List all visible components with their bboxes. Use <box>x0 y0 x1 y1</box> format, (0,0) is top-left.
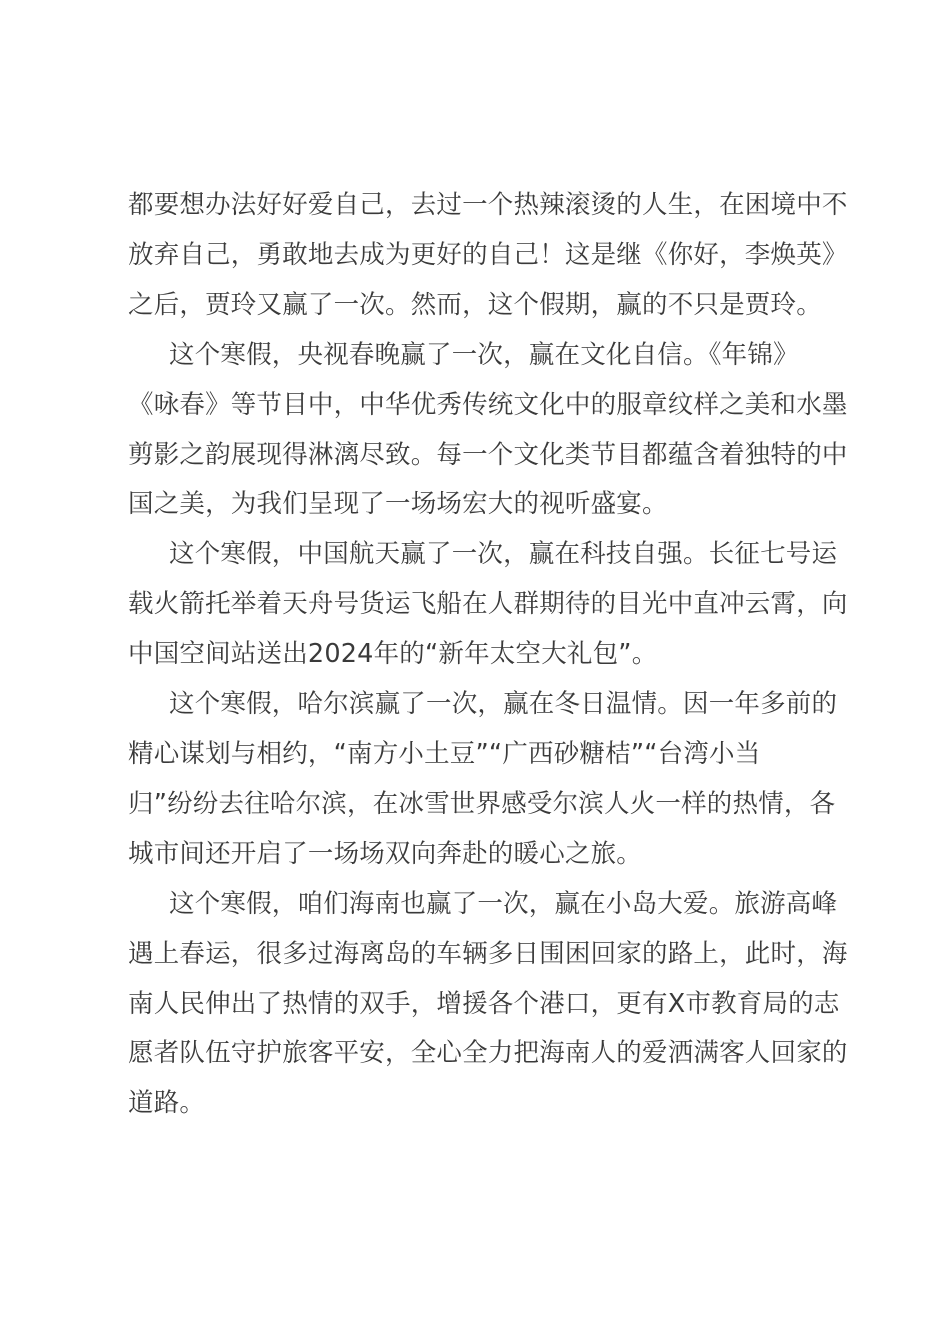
text-line: 愿者队伍守护旅客平安，全心全力把海南人的爱洒满客人回家的 <box>128 1038 848 1069</box>
text-line: 城市间还开启了一场场双向奔赴的暖心之旅。 <box>128 838 643 869</box>
text-line: 载火箭托举着天舟号货运飞船在人群期待的目光中直冲云霄，向 <box>128 589 848 620</box>
text-line: 《咏春》等节目中，中华优秀传统文化中的服章纹样之美和水墨 <box>128 389 848 420</box>
text-line: 这个寒假，央视春晚赢了一次，赢在文化自信。《年锦》 <box>169 339 799 370</box>
paragraph-4 <box>128 680 848 880</box>
body-text <box>128 181 848 1129</box>
paragraph-3 <box>128 530 848 680</box>
text-line: 国之美，为我们呈现了一场场宏大的视听盛宴。 <box>128 489 668 520</box>
paragraph-2 <box>128 331 848 531</box>
text-line: 归”纷纷去往哈尔滨，在冰雪世界感受尔滨人火一样的热情，各 <box>128 788 836 819</box>
text-line: 这个寒假，中国航天赢了一次，赢在科技自强。长征七号运 <box>169 539 838 570</box>
paragraph-1 <box>128 181 848 331</box>
text-line: 这个寒假，咱们海南也赢了一次，赢在小岛大爱。旅游高峰 <box>169 888 838 919</box>
text-line: 剪影之韵展现得淋漓尽致。每一个文化类节目都蕴含着独特的中 <box>128 439 848 470</box>
text-line: 放弃自己，勇敢地去成为更好的自己！这是继《你好，李焕英》 <box>128 239 848 270</box>
paragraph-5 <box>128 880 848 1130</box>
text-line: 之后，贾玲又赢了一次。然而，这个假期，赢的不只是贾玲。 <box>128 289 822 320</box>
text-line: 南人民伸出了热情的双手，增援各个港口，更有X市教育局的志 <box>128 988 840 1019</box>
text-line: 遇上春运，很多过海离岛的车辆多日围困回家的路上，此时，海 <box>128 938 848 969</box>
text-line: 都要想办法好好爱自己，去过一个热辣滚烫的人生，在困境中不 <box>128 190 848 220</box>
text-line: 这个寒假，哈尔滨赢了一次，赢在冬日温情。因一年多前的 <box>169 689 838 720</box>
text-line: 道路。 <box>128 1088 206 1119</box>
text-line: 精心谋划与相约，“南方小土豆”“广西砂糖桔”“台湾小当 <box>128 738 761 769</box>
text-line: 中国空间站送出2024年的“新年太空大礼包”。 <box>128 639 658 670</box>
